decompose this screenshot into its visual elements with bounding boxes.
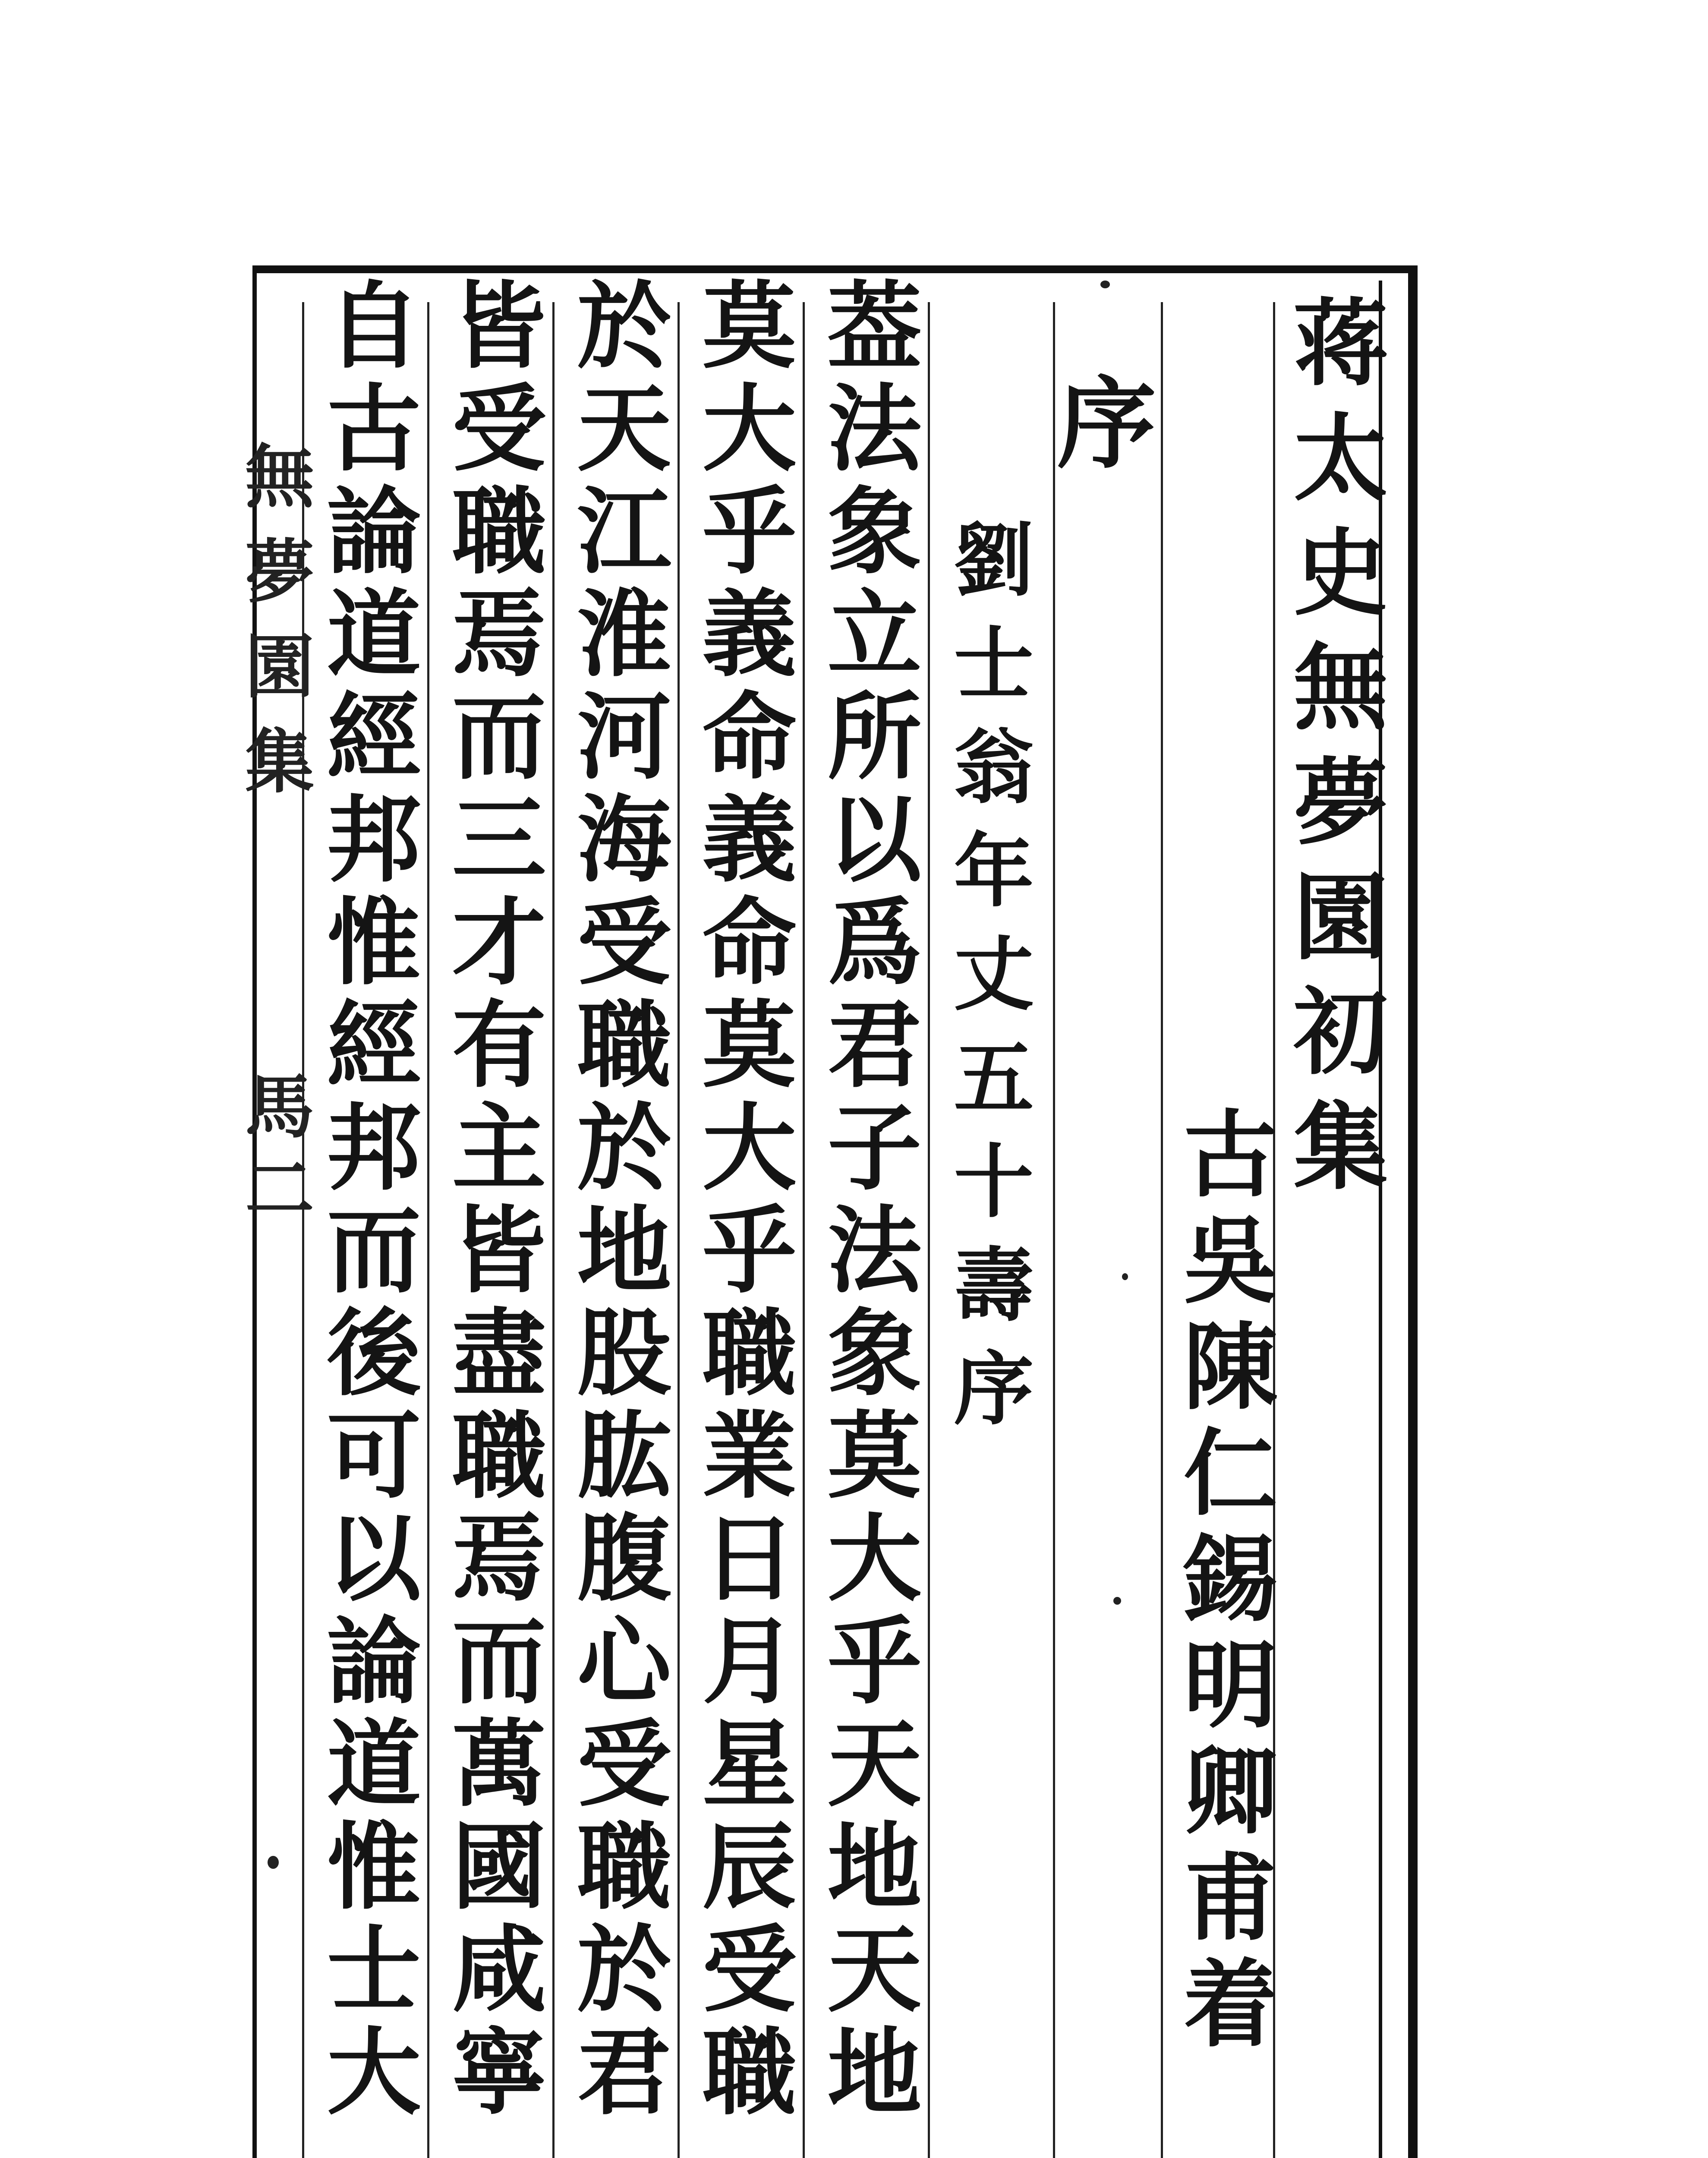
text-column-5: 自古論道經邦惟經邦而後可以論道惟士大 [311, 276, 422, 2125]
ink-speck [1113, 1597, 1121, 1605]
column-rule [1053, 302, 1055, 2158]
ink-speck [1100, 281, 1110, 288]
column-rule [552, 302, 555, 2158]
ink-speck [1122, 1273, 1128, 1280]
text-column-3: 於天江淮河海受職於地股肱腹心受職於君 [561, 276, 672, 2125]
column-rule [427, 302, 429, 2158]
author-line: 古吳陳仁錫明卿甫着 [1168, 1105, 1278, 2060]
column-rule [803, 302, 805, 2158]
collection-label: 無夢園集 [233, 440, 315, 820]
volume-marker: 馬二 [233, 1070, 315, 1234]
column-rule [928, 302, 930, 2158]
book-title: 蒋太史無夢園初集 [1278, 293, 1388, 1212]
ink-speck [268, 1856, 279, 1869]
preface-title: 劉士翁年丈五十壽序 [940, 518, 1034, 1450]
text-column-2: 莫大乎義命義命莫大乎職業日月星辰受職 [687, 276, 797, 2125]
section-heading: 序 [1040, 371, 1157, 479]
text-column-4: 皆受職焉而三才有主皆盡職焉而萬國咸寧 [436, 276, 547, 2125]
text-column-1: 葢法象立所以爲君子法象莫大乎天地天地 [812, 276, 922, 2125]
column-rule [1161, 302, 1163, 2158]
column-rule [678, 302, 680, 2158]
